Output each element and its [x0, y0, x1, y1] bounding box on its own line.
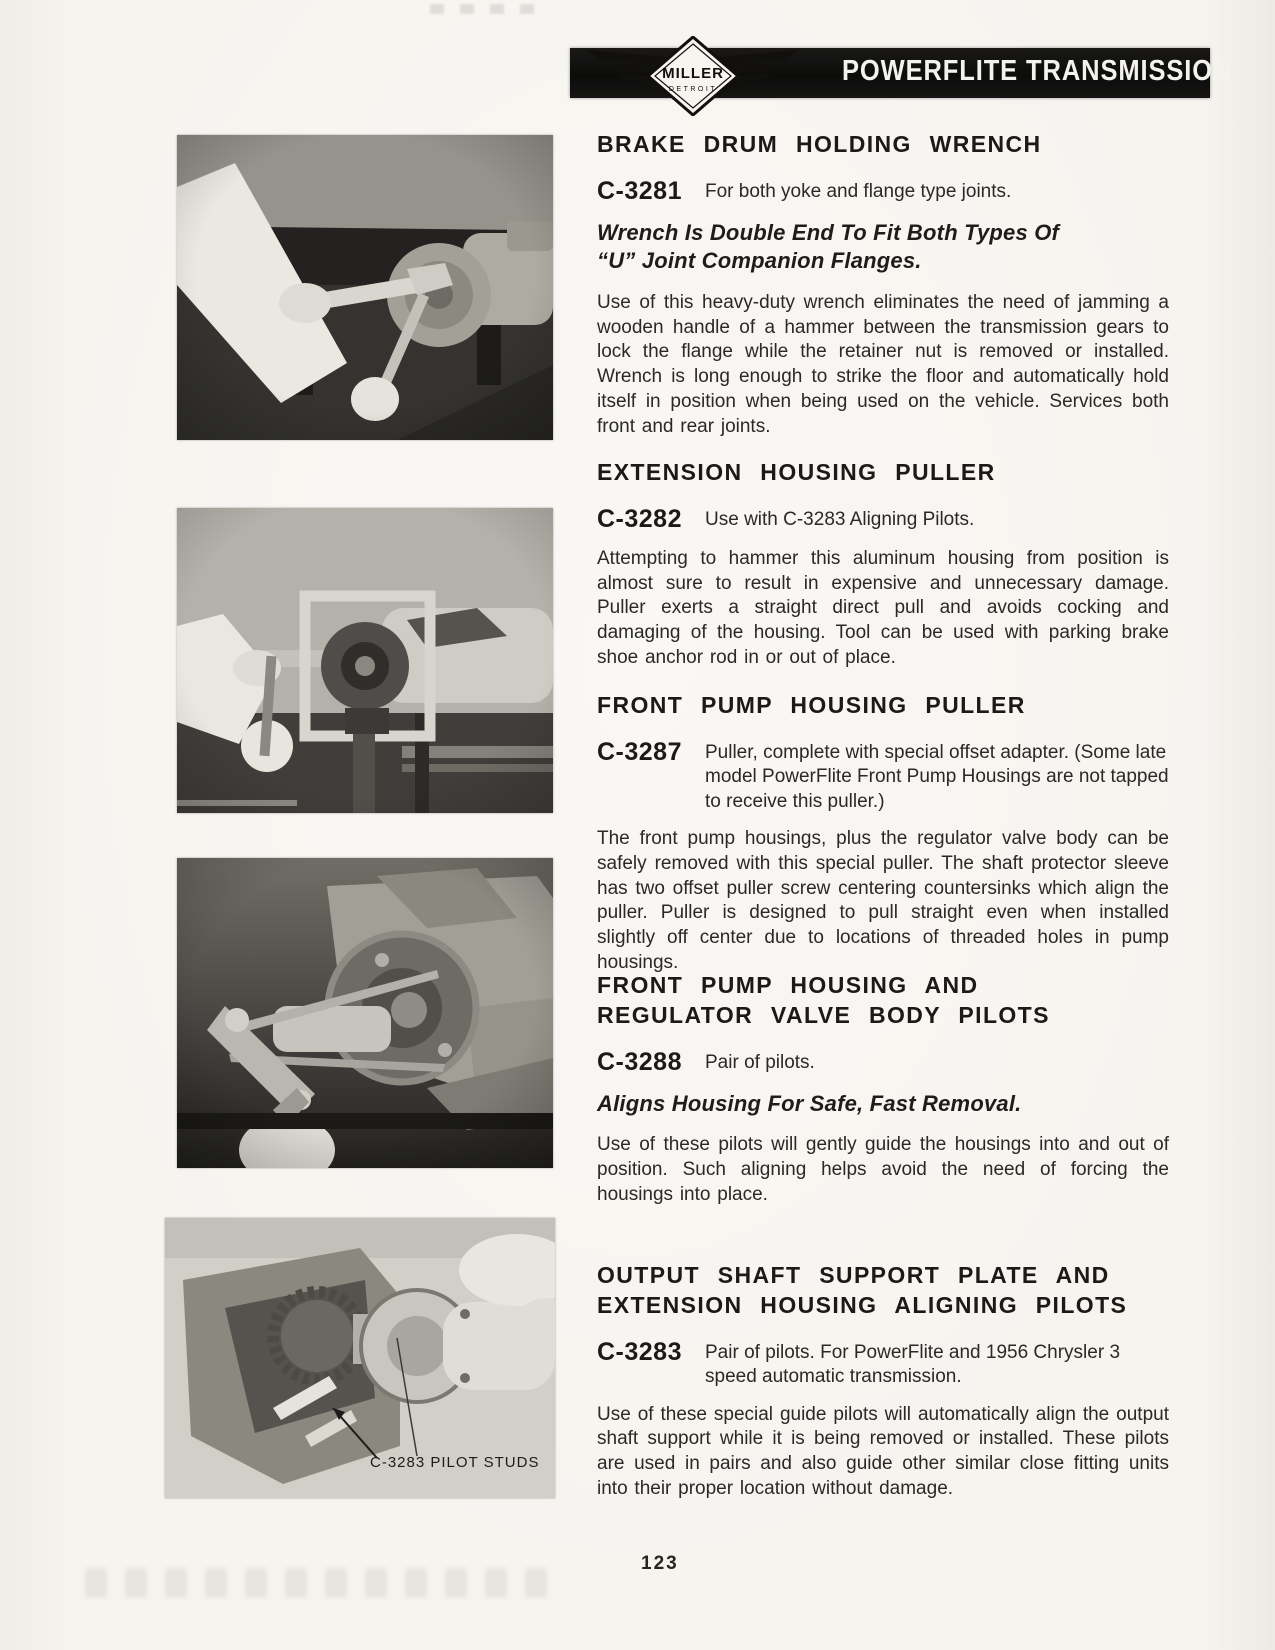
photo-caption: C-3283 PILOT STUDS — [370, 1454, 540, 1471]
part-description: Use with C-3283 Aligning Pilots. — [705, 508, 975, 530]
section-heading: OUTPUT SHAFT SUPPORT PLATE AND EXTENSION HOUSING ALIGNING PILOTS — [597, 1262, 1128, 1318]
part-number: C-3288 — [597, 1047, 682, 1076]
section-subhead: Wrench Is Double End To Fit Both Types Of “U” Joint Companion Flanges. — [597, 219, 1060, 274]
section-front-pump-housing-puller — [597, 691, 1169, 976]
part-description: For both yoke and flange type joints. — [705, 180, 1012, 202]
part-row — [597, 505, 1169, 534]
section-body: Attempting to hammer this aluminum housing from position is almost sure to result in expensive and unnecessary damage. Puller exerts a straight direct pull and avoids cocking and damaging of the housing. Tool can be used with parking brake shoe anchor rod in or out of place. — [597, 547, 1169, 668]
aligning-pilots-closeup-photo — [165, 1218, 555, 1498]
part-number: C-3283 — [597, 1337, 682, 1366]
brand-sub: DETROIT — [668, 86, 718, 93]
part-row — [597, 177, 1169, 206]
part-row — [597, 1048, 1169, 1077]
part-description: Pair of pilots. For PowerFlite and 1956 Chrysler 3 speed automatic transmission. — [705, 1341, 1121, 1388]
section-heading: EXTENSION HOUSING PULLER — [597, 459, 996, 485]
part-description: Pair of pilots. — [705, 1051, 815, 1073]
part-number: C-3281 — [597, 176, 682, 205]
scan-artifact-top — [430, 4, 545, 14]
section-output-shaft-aligning-pilots — [597, 1261, 1169, 1502]
page-number: 123 — [641, 1553, 679, 1574]
section-heading: FRONT PUMP HOUSING AND REGULATOR VALVE BODY PILOTS — [597, 972, 1050, 1028]
front-pump-housing-puller-photo — [177, 858, 553, 1168]
extension-housing-puller-photo — [177, 508, 553, 813]
print-bleed-artifact — [85, 1568, 565, 1598]
section-body: Use of these special guide pilots will automatically align the output shaft support while it is being removed or installed. These pilots are used in pairs and also guide other similar close fitting units into their proper location without damage. — [597, 1403, 1169, 1499]
page-title: POWERFLITE TRANSMISSION — [842, 55, 1233, 87]
section-extension-housing-puller — [597, 458, 1169, 670]
section-body: Use of these pilots will gently guide the housings into and out of position. Such aligning helps avoid the need of forcing the housings into place. — [597, 1134, 1169, 1205]
section-body: The front pump housings, plus the regulator valve body can be safely removed with this special puller. The shaft protector sleeve has two offset puller screw centering countersinks which align the puller. Puller is designed to pull straight even when installed slightly off center due to locations of threaded holes in pump housings. — [597, 828, 1169, 973]
miller-winged-diamond-logo — [578, 36, 808, 116]
section-heading: BRAKE DRUM HOLDING WRENCH — [597, 131, 1042, 157]
part-description: Puller, complete with special offset adapter. (Some late model PowerFlite Front Pump Housings are not tapped to receive this puller.) — [705, 741, 1169, 812]
section-heading: FRONT PUMP HOUSING PULLER — [597, 692, 1026, 718]
brand-name: MILLER — [662, 65, 724, 82]
section-brake-drum-holding-wrench — [597, 130, 1169, 439]
part-number: C-3282 — [597, 504, 682, 533]
brake-drum-holding-wrench-photo — [177, 135, 553, 440]
section-pump-housing-valve-body-pilots — [597, 971, 1169, 1207]
part-row — [597, 738, 1169, 815]
part-number: C-3287 — [597, 737, 682, 766]
section-body: Use of this heavy-duty wrench eliminates the need of jamming a wooden handle of a hammer between the transmission gears to lock the flange while the retainer nut is removed or installed. Wrench is long enough to strike the floor and automatically hold itself in position when being used on the vehicle. Services both front and rear joints. — [597, 292, 1169, 437]
section-subhead: Aligns Housing For Safe, Fast Removal. — [597, 1090, 1022, 1116]
part-row — [597, 1338, 1169, 1390]
